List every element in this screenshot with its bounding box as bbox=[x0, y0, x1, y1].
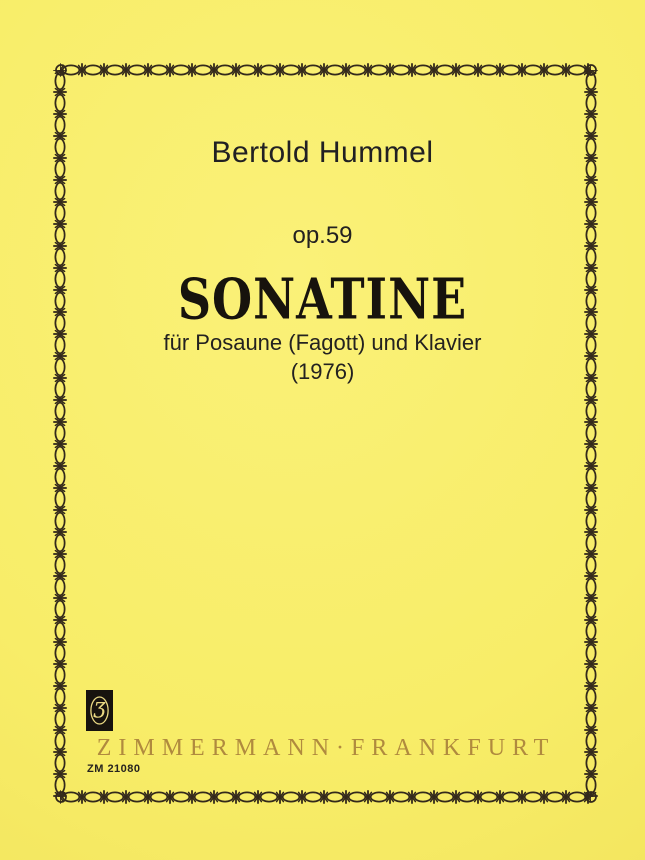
border-bottom-chain bbox=[60, 789, 591, 805]
composer-name: Bertold Hummel bbox=[211, 136, 434, 169]
opus-number: op.59 bbox=[292, 222, 353, 249]
instrumentation-subtitle: für Posaune (Fagott) und Klavier bbox=[163, 330, 482, 355]
border-left-chain bbox=[52, 70, 68, 797]
zimmermann-logo-icon bbox=[85, 689, 115, 733]
composition-year: (1976) bbox=[290, 359, 355, 384]
border-right-chain bbox=[583, 70, 599, 797]
logo-glyph: Ʒ bbox=[93, 698, 106, 723]
publisher-imprint: ZIMMERMANN·FRANKFURT bbox=[96, 735, 556, 761]
work-title: SONATINE bbox=[177, 266, 468, 332]
border-top-chain bbox=[60, 62, 591, 78]
catalog-number: ZM 21080 bbox=[87, 763, 141, 775]
